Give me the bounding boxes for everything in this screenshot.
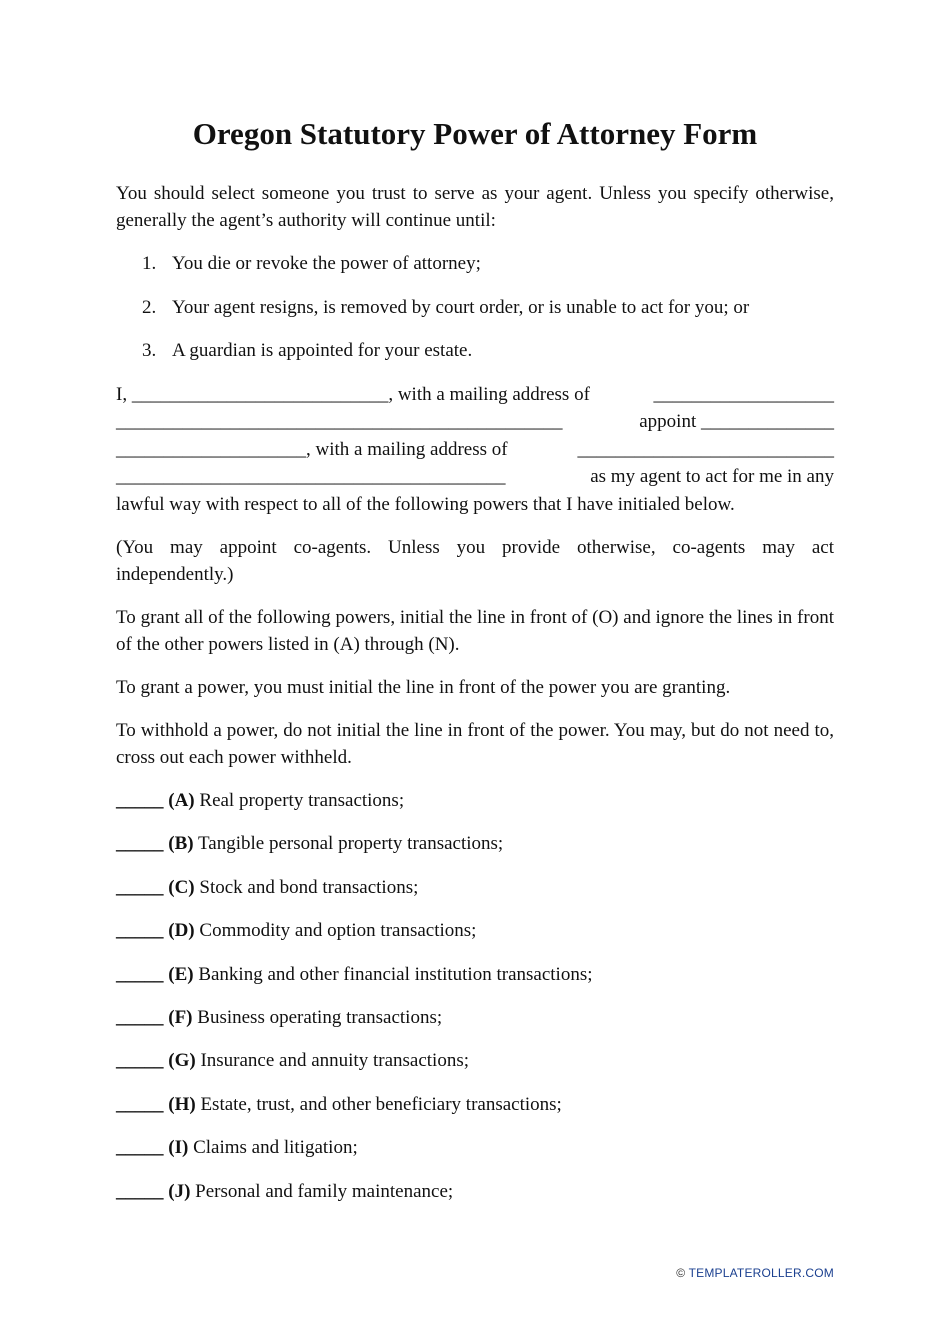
appointment-paragraph [116,381,834,519]
appointment-line [116,491,834,519]
condition-number: 1. [142,253,157,274]
principal-address-field[interactable]: ___________________ [653,383,834,405]
appointment-line [116,463,834,491]
condition-number: 3. [142,340,157,361]
powers-list [116,787,834,1205]
power-text: Commodity and option transactions; [199,920,477,942]
initial-field[interactable]: _____ [116,920,164,942]
grant-instruction: To grant a power, you must initial the line in front of the power you are granting. [116,677,731,698]
footer-watermark [676,1266,834,1280]
power-item-e [116,961,834,988]
initial-field[interactable]: _____ [116,1137,164,1159]
agent-name-field[interactable]: appoint ______________ [639,411,834,432]
power-letter: (B) [168,833,194,855]
co-agents-note: (You may appoint co-agents. Unless you provide otherwise, co-agents may act independently.) [116,537,834,585]
power-text: Business operating transactions; [197,1006,443,1028]
copyright-symbol: © [676,1266,686,1280]
power-item-g [116,1047,834,1074]
condition-text: You die or revoke the power of attorney; [172,253,481,274]
power-letter: (G) [168,1050,196,1072]
power-text: Estate, trust, and other beneficiary transactions; [200,1093,562,1115]
appointment-text: lawful way with respect to all of the following powers that I have initialed below. [116,493,735,515]
power-text: Claims and litigation; [193,1137,358,1159]
condition-text: A guardian is appointed for your estate. [172,340,473,361]
power-letter: (F) [168,1006,193,1028]
power-letter: (A) [168,790,195,811]
power-text: Insurance and annuity transactions; [200,1050,469,1072]
condition-number: 2. [142,296,157,318]
power-text: Banking and other financial institution transactions; [198,963,593,985]
termination-conditions-list [116,250,834,364]
document-body [116,110,834,1221]
initial-field[interactable]: _____ [116,1006,164,1028]
power-letter: (E) [168,963,194,985]
power-text: Stock and bond transactions; [199,876,419,898]
power-item-c [116,874,834,901]
power-text: Tangible personal property transactions; [198,833,504,855]
agent-address-field-cont[interactable]: _________________________________________ [116,466,506,487]
principal-address-field-cont[interactable]: _______________________________________________ [116,411,563,432]
condition-text: Your agent resigns, is removed by court order, or is unable to act for you; or [172,296,750,318]
power-letter: (C) [168,876,195,898]
agent-address-field[interactable]: ___________________________ [577,438,834,460]
withhold-instruction: To withhold a power, do not initial the line in front of the power. You may, but do not need to, cross out each power withheld. [116,720,834,768]
footer-site-link[interactable]: TEMPLATEROLLER.COM [688,1266,834,1280]
power-item-i [116,1134,834,1161]
power-item-b [116,830,834,857]
power-item-a [116,787,834,814]
principal-name-field[interactable]: I, ___________________________, with a mailing address of [116,383,590,405]
initial-field[interactable]: _____ [116,1180,164,1202]
initial-field[interactable]: _____ [116,833,164,855]
condition-item [116,294,834,321]
appointment-line [116,381,834,409]
power-item-d [116,917,834,944]
appointment-text: as my agent to act for me in any [590,466,834,487]
power-letter: (J) [168,1180,191,1202]
appointment-line [116,408,834,436]
grant-all-instruction: To grant all of the following powers, initial the line in front of (O) and ignore the lines in front of the other powers listed in (A) through (N). [116,607,834,655]
initial-field[interactable]: _____ [116,1050,164,1072]
intro-paragraph: You should select someone you trust to serve as your agent. Unless you specify otherwise, generally the agent’s authority will continue until: [116,183,834,231]
initial-field[interactable]: _____ [116,790,164,811]
power-text: Real property transactions; [199,790,405,811]
power-item-f [116,1004,834,1031]
power-item-j [116,1178,834,1205]
power-text: Personal and family maintenance; [195,1180,454,1202]
appointment-line [116,436,834,464]
power-item-h [116,1091,834,1118]
document-title: Oregon Statutory Power of Attorney Form [192,116,758,151]
power-letter: (D) [168,920,195,942]
condition-item [116,337,834,364]
condition-item [116,250,834,277]
initial-field[interactable]: _____ [116,876,164,898]
initial-field[interactable]: _____ [116,963,164,985]
initial-field[interactable]: _____ [116,1093,164,1115]
power-letter: (H) [168,1093,196,1115]
agent-name-field-cont[interactable]: ____________________, with a mailing address of [116,438,508,460]
power-letter: (I) [168,1137,189,1159]
